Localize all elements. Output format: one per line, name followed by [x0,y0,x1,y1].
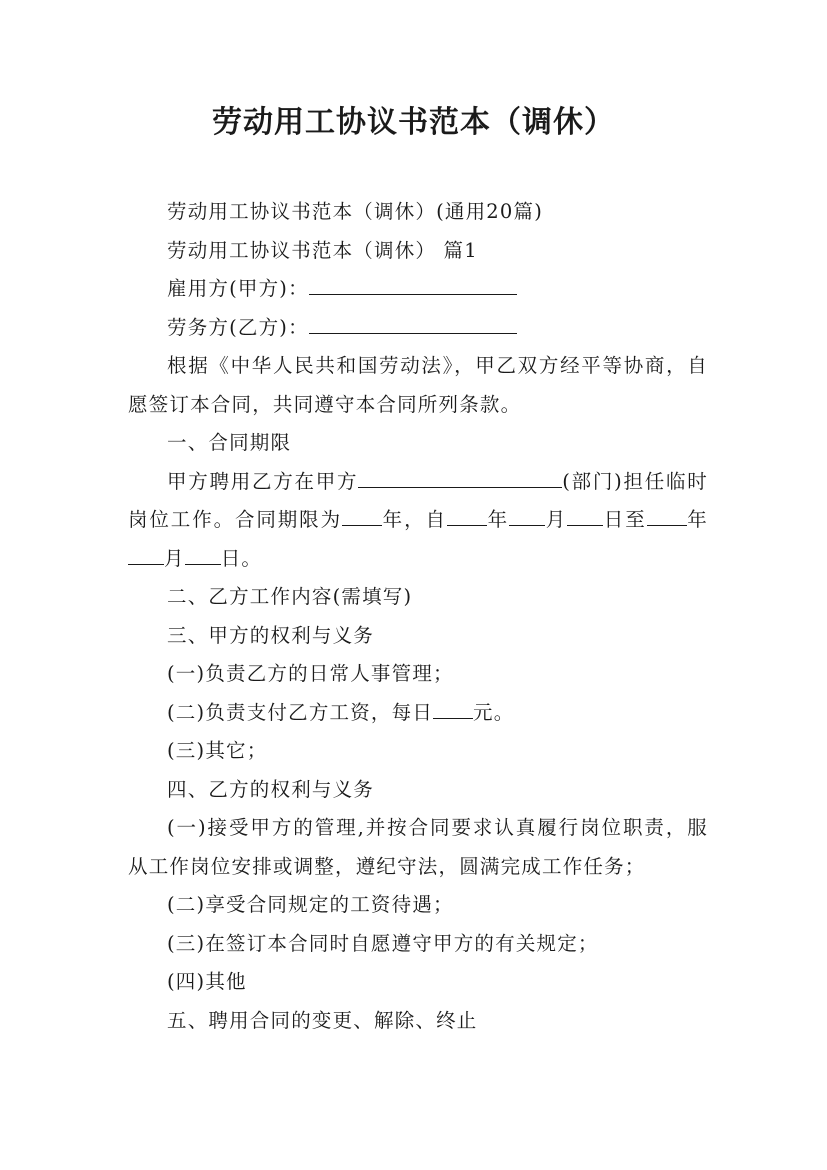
end-month-blank [128,542,164,564]
section-5-heading: 五、聘用合同的变更、解除、终止 [167,1008,478,1032]
section-4-item-1: (一)接受甲方的管理,并按合同要求认真履行岗位职责，服从工作岗位安排或调整，遵纪守法，圆满完成工作任务； [128,816,708,878]
section-3-heading: 三、甲方的权利与义务 [167,623,375,647]
worker-label: 劳务方(乙方)： [167,315,309,339]
s1-day-to: 日至 [603,508,647,531]
daily-wage-blank [433,696,473,718]
section-4-item-4: (四)其他 [167,970,247,993]
department-blank [358,465,562,487]
section-1-text [128,463,708,579]
s1-from: ，自 [404,508,447,531]
s1-year-2: 年 [486,508,509,531]
s3-item2-a: (二)负责支付乙方工资，每日 [167,700,434,724]
section-2-heading: 二、乙方工作内容(需填写) [167,585,413,608]
section-3-item-3: (三)其它； [167,739,268,762]
end-year-blank [647,504,687,526]
s1-year-1: 年 [381,508,405,531]
s1-text-a: 甲方聘用乙方在甲方 [167,469,359,493]
section-4-item-2: (二)享受合同规定的工资待遇； [167,893,454,916]
s3-item2-b: 元。 [473,700,515,724]
employer-blank [309,273,517,295]
s1-year-3: 年 [686,508,709,531]
subtitle: 劳动用工协议书范本（调休）(通用20篇) [167,200,544,223]
end-day-blank [185,542,221,564]
start-month-blank [509,504,545,526]
s1-month-1: 月 [545,508,568,531]
start-year-blank [447,504,487,526]
worker-blank [309,311,517,333]
start-day-blank [567,504,603,526]
s1-text-b: (部门)担任临时岗位工作。合同期限为 [128,469,708,531]
employer-label: 雇用方(甲方)： [167,277,309,300]
section-4-item-3: (三)在签订本合同时自愿遵守甲方的有关规定； [167,931,599,955]
document-title: 劳动用工协议书范本（调休） [212,105,615,140]
section-3-item-2 [128,694,708,733]
worker-line [128,309,708,348]
section-4-heading: 四、乙方的权利与义务 [167,777,375,801]
section-3-item-1: (一)负责乙方的日常人事管理； [167,662,454,685]
term-years-blank [342,504,382,526]
document-body [128,193,708,1040]
employer-line [128,270,708,309]
s1-month-2: 月 [164,546,185,570]
preamble-paragraph: 根据《中华人民共和国劳动法》，甲乙双方经平等协商，自愿签订本合同，共同遵守本合同所列条款。 [128,354,708,416]
section-1-heading: 一、合同期限 [167,431,292,454]
s1-day-end: 日。 [220,546,263,570]
part-heading: 劳动用工协议书范本（调休） 篇1 [167,238,478,262]
